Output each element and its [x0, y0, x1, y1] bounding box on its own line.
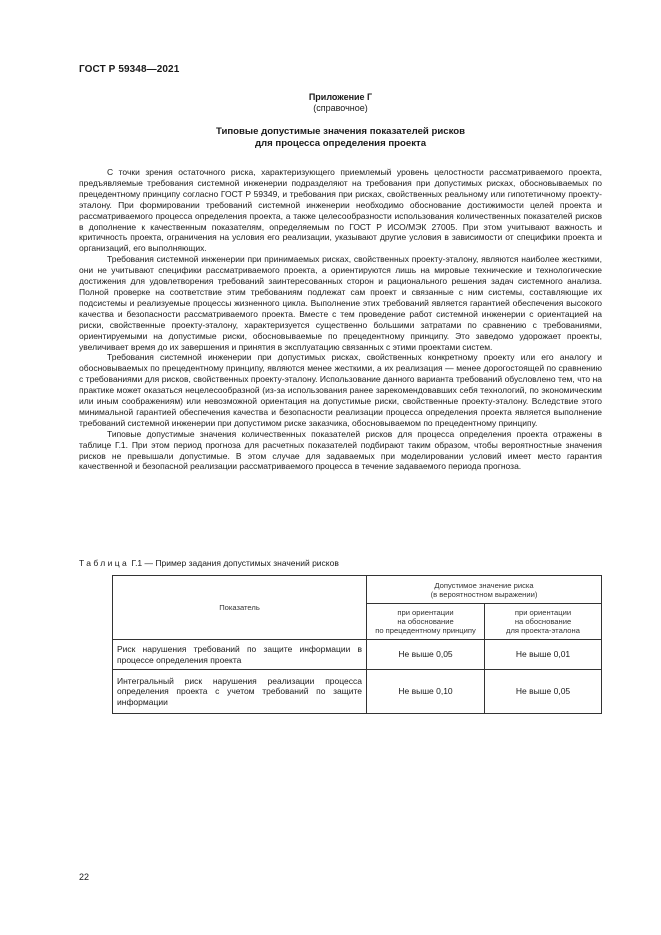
header-line: на обоснование	[397, 617, 454, 626]
section-title	[79, 126, 602, 150]
header-allowed-risk-line-2: (в вероятностном выражении)	[430, 589, 538, 599]
header-line: при ориентации	[514, 608, 572, 617]
row-value-precedent: Не выше 0,05	[367, 640, 485, 670]
body-text	[79, 167, 602, 472]
header-allowed-risk-line-1: Допустимое значение риска	[434, 580, 534, 590]
row-value-precedent: Не выше 0,10	[367, 670, 485, 714]
header-precedent	[367, 604, 485, 640]
table-header-row	[113, 576, 602, 604]
header-line: для проекта-эталона	[506, 626, 580, 635]
row-indicator-name: Риск нарушения требований по защите информации в процессе определения проекта	[113, 640, 367, 670]
header-line: на обоснование	[514, 617, 572, 626]
header-indicator: Показатель	[113, 576, 367, 640]
table-row	[113, 670, 602, 714]
appendix-subtitle: (справочное)	[313, 103, 368, 113]
section-title-line-1: Типовые допустимые значения показателей рисков	[215, 126, 466, 137]
header-line: по прецедентному принципу	[375, 626, 476, 635]
document-id: ГОСТ Р 59348—2021	[79, 64, 180, 75]
header-line: при ориентации	[397, 608, 454, 617]
section-title-line-2: для процесса определения проекта	[254, 138, 427, 149]
table-caption	[79, 558, 339, 568]
table-row	[113, 640, 602, 670]
paragraph: С точки зрения остаточного риска, характеризующего приемлемый уровень целостности рассматриваемого проекта, предъявляемые требования системной инженерии подразделяют на требования при допустимых рисках, обосновываемых по прецедентному принципу согласно ГОСТ Р 59349, и требования при рисках, свойственных реальному или гипотетичному проекту-эталону. При формировании требований системной инженерии необходимо обоснование достижимости целей проекта и рассматриваемого процесса определения проекта, а также целесообразности использования количественных показателей рисков в дополнение к качественным показателям, определяемым по ГОСТ Р ИСО/МЭК 27005. При этом учитывают важность и критичность проекта, ограничения на условия его реализации, указывают другие условия в зависимости от специфики проекта и организаций, его выполняющих.	[79, 167, 602, 254]
paragraph: Требования системной инженерии при допустимых рисках, свойственных конкретному проекту или его аналогу и обосновываемых по прецедентному принципу, являются менее жесткими, а их реализация — менее дорогостоящей по сравнению с требованиями для рисков, свойственных проекту-эталону. Использование данного варианта требований обусловлено тем, что на практике может оказаться нецелесообразной (из-за использования ранее зарекомендовавших себя технологий, по экономическим или иным соображениям) или невозможной ориентация на допустимые риски, свойственные проекту-эталону. Вследствие этого минимальной гарантией обеспечения качества и безопасности реализации процесса определения проекта является выполнение требований системной инженерии при допустимом риске заказчика, обосновываемом по прецедентному принципу.	[79, 352, 602, 428]
row-value-reference: Не выше 0,05	[485, 670, 602, 714]
table-caption-text: Г.1 — Пример задания допустимых значений рисков	[129, 558, 339, 568]
paragraph: Типовые допустимые значения количественных показателей рисков для процесса определения проекта отражены в таблице Г.1. При этом период прогноза для расчетных показателей подбирают таким образом, чтобы вероятностные значения рисков не превышали допустимые. В этом случае для задаваемых при моделировании условий имеет место гарантия качественной и безопасной реализации рассматриваемого процесса в течение задаваемого периода прогноза.	[79, 428, 602, 472]
header-allowed-risk	[367, 576, 602, 604]
appendix-heading	[79, 92, 602, 114]
risk-values-table	[112, 575, 602, 714]
row-value-reference: Не выше 0,01	[485, 640, 602, 670]
table-caption-prefix: Таблица	[79, 558, 130, 568]
page-number: 22	[79, 872, 90, 882]
row-indicator-name: Интегральный риск нарушения реализации процесса определения проекта с учетом требований по защите информации	[113, 670, 367, 714]
header-reference	[485, 604, 602, 640]
paragraph: Требования системной инженерии при принимаемых рисках, свойственных проекту-эталону, являются наиболее жесткими, они не учитывают специфики рассматриваемого проекта, а ориентируются лишь на мировые технические и технологические достижения для удовлетворения требований заинтересованных сторон и рационального решения задач системного анализа. Полной проверке на соответствие этим требованиям подлежат сам проект и связанные с ним системы, составляющие их подсистемы и реализуемые процессы жизненного цикла. Выполнение этих требований является гарантией обеспечения высокого качества и безопасности рассматриваемого проекта. Вместе с тем проведение работ системной инженерии с ориентацией на риски, свойственные проекту-эталону, характеризуется существенно большими затратами по сравнению с требованиями, ориентируемыми на допустимые риски, обосновываемые по прецедентному принципу. Это заведомо удорожает проекты, увеличивает время до их завершения и принятия в эксплуатацию связанных с этими проектами систем.	[79, 254, 602, 352]
appendix-title: Приложение Г	[308, 92, 373, 102]
